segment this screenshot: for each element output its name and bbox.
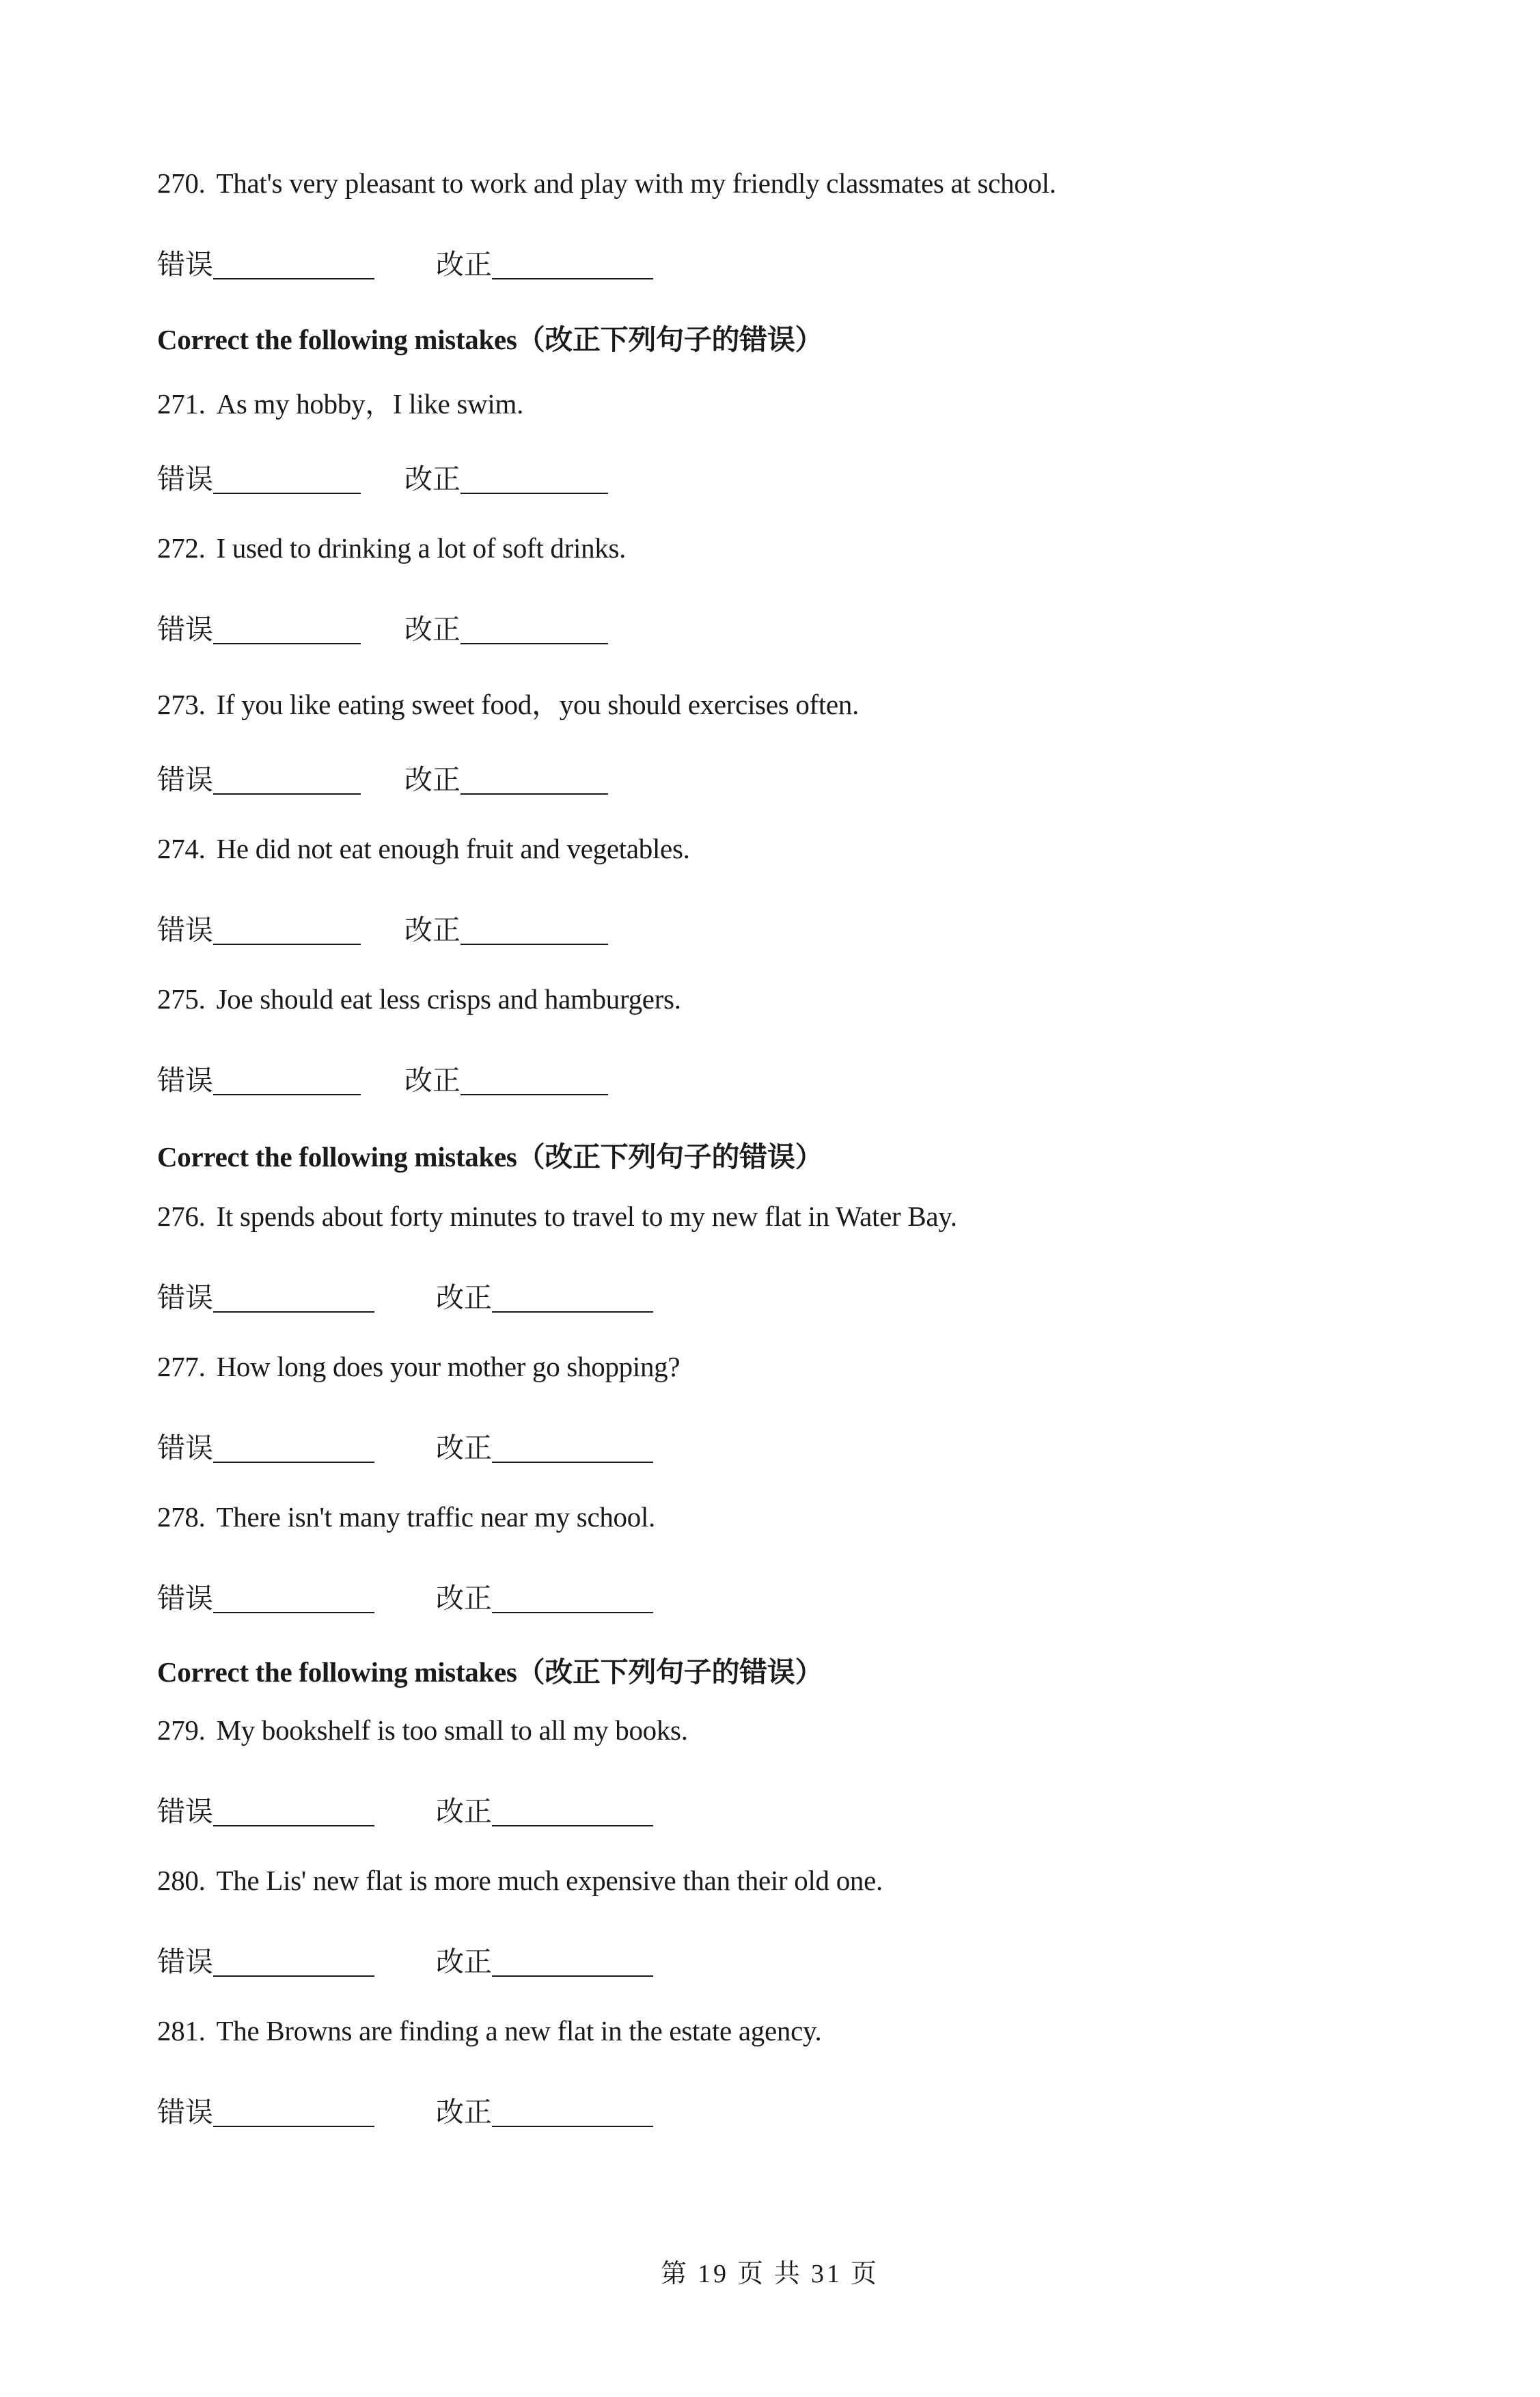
item-26 <box>157 2090 653 2130</box>
footer-di: 第 <box>660 2260 689 2288</box>
question-text: I used to drinking a lot of soft drinks. <box>216 532 627 564</box>
correction-blank[interactable] <box>492 1612 653 1613</box>
section-heading-en: Correct the following mistakes <box>157 324 517 355</box>
correction-label: 改正 <box>404 463 460 495</box>
question-text: That's very pleasant to work and play with my friendly classmates at school. <box>216 167 1056 199</box>
item-15 <box>157 1275 653 1315</box>
page-footer <box>0 2252 1540 2290</box>
error-label: 错误 <box>157 1065 213 1096</box>
question-text: My bookshelf is too small to all my books. <box>216 1714 688 1746</box>
question-text: The Lis' new flat is more much expensive than their old one. <box>216 1865 883 1896</box>
item-8 <box>157 757 608 797</box>
correction-blank[interactable] <box>492 1311 653 1313</box>
footer-page-number: 19 <box>697 2260 729 2288</box>
correction-label: 改正 <box>436 2096 492 2128</box>
question-number: 273. <box>157 689 206 720</box>
correction-label: 改正 <box>404 614 460 645</box>
error-blank[interactable] <box>213 493 361 494</box>
item-7 <box>157 682 859 722</box>
question-text: It spends about forty minutes to travel to my new flat in Water Bay. <box>216 1201 957 1232</box>
error-label: 错误 <box>157 463 213 495</box>
section-heading-en: Correct the following mistakes <box>157 1656 517 1688</box>
question-text: Joe should eat less crisps and hamburgers. <box>216 983 681 1015</box>
item-11 <box>157 983 681 1015</box>
correction-label: 改正 <box>404 914 460 946</box>
correction-label: 改正 <box>436 1583 492 1614</box>
question-number: 272. <box>157 532 206 564</box>
error-blank[interactable] <box>213 944 361 945</box>
error-label: 错误 <box>157 914 213 946</box>
correction-label: 改正 <box>404 1065 460 1096</box>
question-number: 278. <box>157 1501 206 1533</box>
item-24 <box>157 1939 653 1980</box>
footer-ye-end: 页 <box>851 2260 880 2288</box>
section-heading-cn: （改正下列句子的错误） <box>517 1656 823 1688</box>
item-19 <box>157 1576 653 1616</box>
item-0 <box>157 167 1056 200</box>
correction-label: 改正 <box>404 764 460 795</box>
item-3 <box>157 381 523 422</box>
item-22 <box>157 1789 653 1829</box>
item-13 <box>157 1134 823 1175</box>
question-text: If you like eating sweet food，you should exercises often. <box>216 689 860 720</box>
item-4 <box>157 456 608 497</box>
section-heading-en: Correct the following mistakes <box>157 1141 517 1173</box>
correction-label: 改正 <box>436 1432 492 1464</box>
correction-blank[interactable] <box>460 493 608 494</box>
error-label: 错误 <box>157 1432 213 1464</box>
correction-blank[interactable] <box>492 1825 653 1826</box>
error-blank[interactable] <box>213 1311 374 1313</box>
footer-total-pages: 31 <box>811 2260 843 2288</box>
error-blank[interactable] <box>213 2126 374 2127</box>
item-23 <box>157 1864 883 1897</box>
question-text: As my hobby，I like swim. <box>216 388 524 420</box>
item-20 <box>157 1649 823 1690</box>
question-number: 270. <box>157 167 206 199</box>
error-label: 错误 <box>157 764 213 795</box>
error-label: 错误 <box>157 249 213 280</box>
correction-blank[interactable] <box>460 793 608 795</box>
item-10 <box>157 907 608 948</box>
question-number: 281. <box>157 2015 206 2046</box>
item-12 <box>157 1058 608 1098</box>
item-14 <box>157 1200 957 1233</box>
error-label: 错误 <box>157 2096 213 2128</box>
question-text: There isn't many traffic near my school. <box>216 1501 656 1533</box>
question-number: 274. <box>157 833 206 864</box>
error-blank[interactable] <box>213 793 361 795</box>
error-label: 错误 <box>157 1583 213 1614</box>
item-21 <box>157 1714 688 1747</box>
item-18 <box>157 1501 655 1533</box>
correction-blank[interactable] <box>492 1462 653 1463</box>
item-17 <box>157 1425 653 1466</box>
correction-blank[interactable] <box>460 1094 608 1095</box>
item-25 <box>157 2014 821 2047</box>
question-number: 277. <box>157 1351 206 1382</box>
correction-blank[interactable] <box>492 1975 653 1977</box>
correction-blank[interactable] <box>460 944 608 945</box>
error-blank[interactable] <box>213 1094 361 1095</box>
correction-label: 改正 <box>436 249 492 280</box>
section-heading-cn: （改正下列句子的错误） <box>517 324 823 355</box>
error-label: 错误 <box>157 1796 213 1827</box>
item-9 <box>157 832 690 865</box>
question-number: 279. <box>157 1714 206 1746</box>
question-text: The Browns are finding a new flat in the estate agency. <box>216 2015 822 2046</box>
error-label: 错误 <box>157 1282 213 1313</box>
error-blank[interactable] <box>213 643 361 644</box>
error-blank[interactable] <box>213 1825 374 1826</box>
question-number: 276. <box>157 1201 206 1232</box>
correction-blank[interactable] <box>460 643 608 644</box>
correction-label: 改正 <box>436 1946 492 1977</box>
correction-label: 改正 <box>436 1796 492 1827</box>
error-blank[interactable] <box>213 1612 374 1613</box>
item-1 <box>157 242 653 282</box>
error-label: 错误 <box>157 614 213 645</box>
error-blank[interactable] <box>213 278 374 279</box>
section-heading-cn: （改正下列句子的错误） <box>517 1141 823 1173</box>
correction-blank[interactable] <box>492 278 653 279</box>
error-blank[interactable] <box>213 1975 374 1977</box>
item-6 <box>157 607 608 647</box>
correction-label: 改正 <box>436 1282 492 1313</box>
question-number: 280. <box>157 1865 206 1896</box>
error-blank[interactable] <box>213 1462 374 1463</box>
question-number: 275. <box>157 983 206 1015</box>
question-number: 271. <box>157 388 206 420</box>
correction-blank[interactable] <box>492 2126 653 2127</box>
footer-ye: 页 <box>737 2260 766 2288</box>
item-5 <box>157 532 626 564</box>
footer-gong: 共 <box>774 2260 803 2288</box>
error-label: 错误 <box>157 1946 213 1977</box>
question-text: How long does your mother go shopping? <box>216 1351 680 1382</box>
item-2 <box>157 317 823 357</box>
question-text: He did not eat enough fruit and vegetables. <box>216 833 690 864</box>
item-16 <box>157 1350 680 1383</box>
